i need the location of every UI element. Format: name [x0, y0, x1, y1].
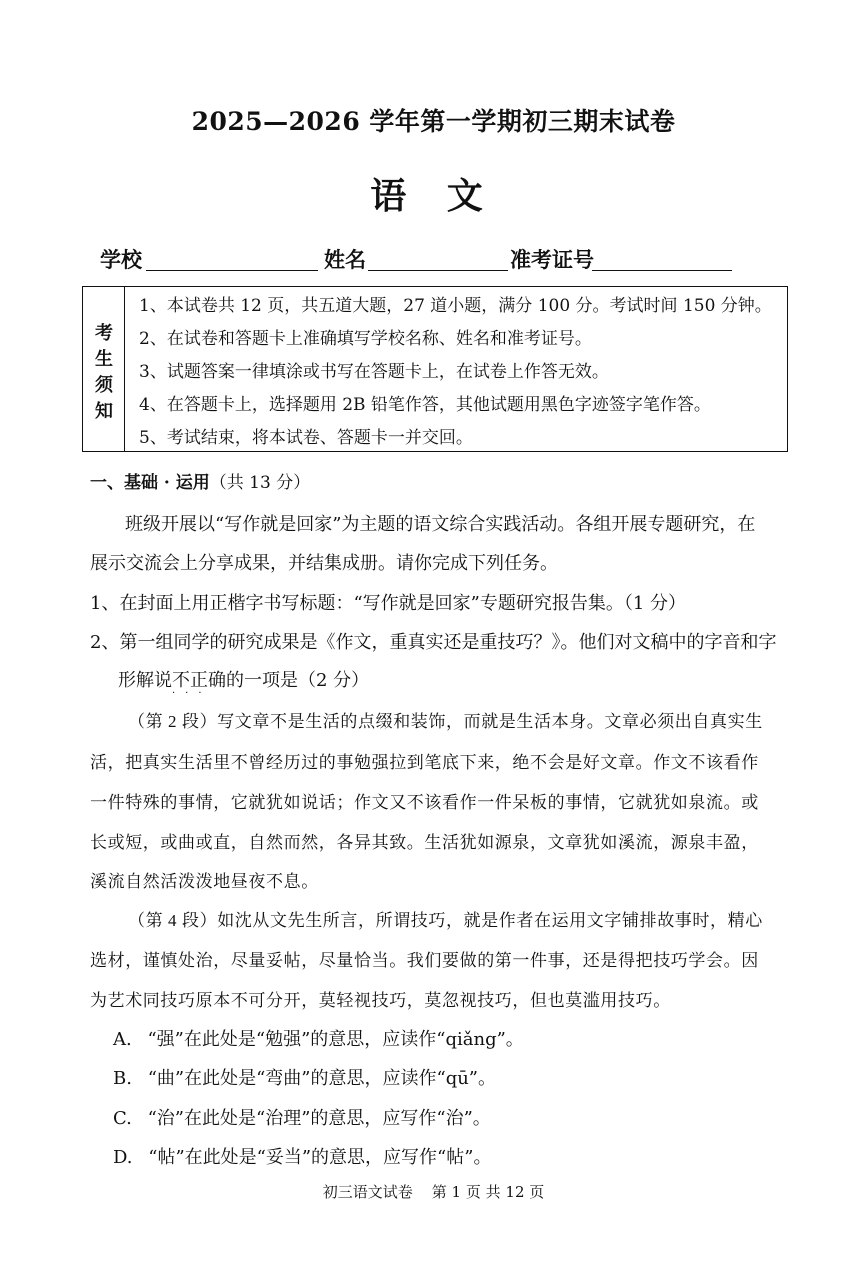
notice-item: 5、考试结束，将本试卷、答题卡一并交回。 [139, 428, 473, 448]
passage-line: 为艺术同技巧原本不可分开，莫轻视技巧，莫忽视技巧，但也莫滥用技巧。 [90, 991, 671, 1010]
notice-item: 1、本试卷共 12 页，共五道大题，27 道小题，满分 100 分。考试时间 150 分钟。 [139, 296, 772, 316]
subject-title: 语 文 [370, 175, 497, 217]
emphasis-dots: ··· [172, 688, 212, 699]
section-heading-title: 一、基础 · 运用 [90, 473, 210, 493]
passage-line: （第 2 段）写文章不是生活的点缀和装饰，而就是生活本身。文章必须出自真实生 [128, 712, 763, 731]
option-text: “强”在此处是“勉强”的意思，应读作“qiǎng”。 [147, 1029, 524, 1050]
option-a [113, 1025, 524, 1051]
notice-item: 3、试题答案一律填涂或书写在答题卡上，在试卷上作答无效。 [139, 362, 609, 382]
option-d [113, 1143, 491, 1169]
option-letter: C. [113, 1108, 132, 1129]
option-c [113, 1104, 491, 1130]
option-letter: A. [113, 1029, 132, 1050]
candidate-notice-box [82, 286, 788, 452]
exam-id-label: 准考证号 [510, 247, 594, 272]
section-heading-score: （共 13 分） [209, 473, 311, 493]
option-letter: B. [113, 1068, 132, 1089]
question-2-text: 形解说 [118, 670, 172, 691]
notice-side-char: 生 [95, 349, 113, 370]
notice-side-char: 须 [95, 375, 113, 396]
option-b [113, 1064, 496, 1090]
notice-side-char: 考 [95, 323, 113, 344]
intro-paragraph-line: 班级开展以“写作就是回家”为主题的语文综合实践活动。各组开展专题研究，在 [125, 514, 756, 535]
intro-paragraph-line: 展示交流会上分享成果，并结集成册。请你完成下列任务。 [90, 553, 558, 574]
exam-title: 2025—2026 学年第一学期初三期末试卷 [191, 107, 676, 136]
notice-side-label [83, 287, 125, 451]
passage-line: 长或短，或曲或直，自然而然，各异其致。生活犹如源泉，文章犹如溪流，源泉丰盈， [90, 833, 759, 852]
question-1: 1、在封面上用正楷字书写标题：“写作就是回家”专题研究报告集。（1 分） [90, 593, 687, 614]
question-2-line: 2、第一组同学的研究成果是《作文，重真实还是重技巧？》。他们对文稿中的字音和字 [90, 632, 777, 653]
question-2-emphasis-text: 不正确 [172, 670, 226, 691]
name-blank [368, 270, 508, 271]
option-text: “治”在此处是“治理”的意思，应写作“治”。 [147, 1108, 491, 1129]
notice-side-char: 知 [95, 401, 113, 422]
passage-line: （第 4 段）如沈从文先生所言，所谓技巧，就是作者在运用文字铺排故事时，精心 [128, 911, 763, 930]
question-2-text: 的一项是（2 分） [226, 670, 370, 691]
page-footer: 初三语文试卷 第 1 页 共 12 页 [322, 1183, 545, 1201]
school-label: 学校 [100, 247, 142, 272]
option-text: “曲”在此处是“弯曲”的意思，应读作“qū”。 [147, 1068, 497, 1089]
option-text: “帖”在此处是“妥当”的意思，应写作“帖”。 [148, 1147, 492, 1168]
notice-item: 2、在试卷和答题卡上准确填写学校名称、姓名和准考证号。 [139, 329, 592, 349]
name-label: 姓名 [324, 247, 366, 272]
notice-item: 4、在答题卡上，选择题用 2B 铅笔作答，其他试题用黑色字迹签字笔作答。 [139, 395, 711, 415]
option-letter: D. [113, 1147, 133, 1168]
passage-line: 一件特殊的事情，它就犹如说话；作文又不该看作一件呆板的事情，它就犹如泉流。或 [90, 793, 759, 812]
exam-id-blank [592, 270, 732, 271]
school-blank [146, 270, 318, 271]
section-heading [90, 468, 310, 493]
passage-line: 溪流自然活泼泼地昼夜不息。 [90, 872, 319, 891]
question-2-emphasis [172, 670, 226, 699]
passage-line: 活，把真实生活里不曾经历过的事勉强拉到笔底下来，绝不会是好文章。作文不该看作 [90, 753, 759, 772]
question-2-line [118, 666, 370, 699]
student-info-row [100, 244, 740, 274]
passage-line: 选材，谨慎处治，尽量妥帖，尽量恰当。我们要做的第一件事，还是得把技巧学会。因 [90, 951, 759, 970]
